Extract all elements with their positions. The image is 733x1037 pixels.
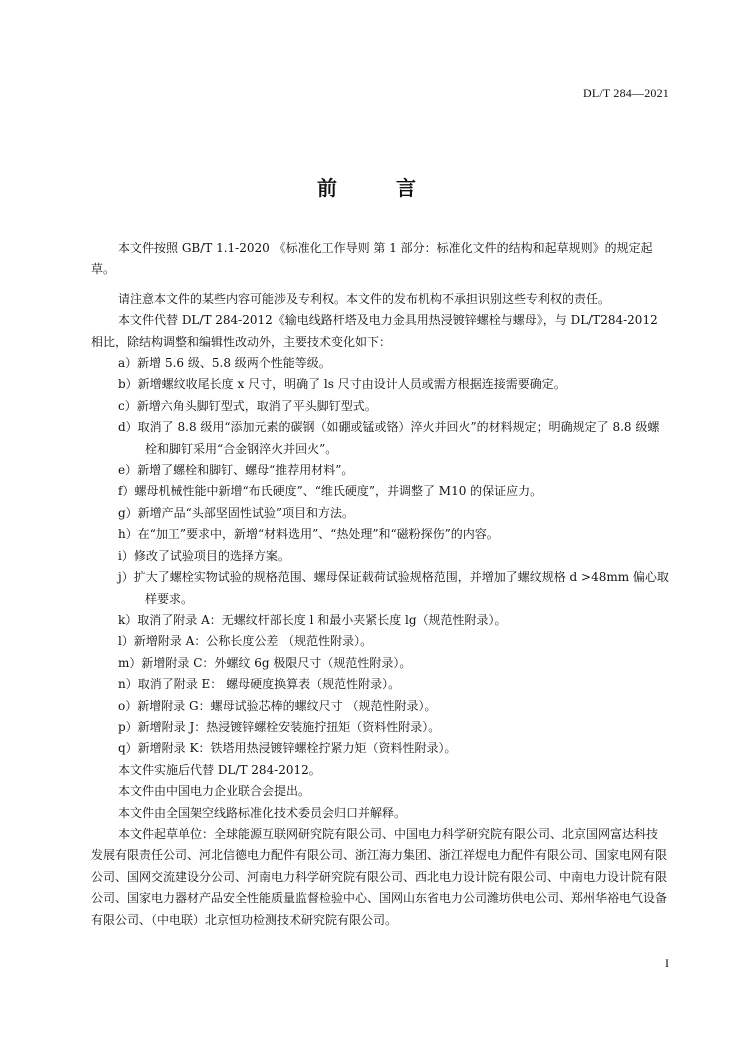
change-item: n）取消了附录 E： 螺母硬度换算表（规范性附录）。 bbox=[118, 677, 401, 692]
change-item: q）新增附录 K：铁塔用热浸镀锌螺栓拧紧力矩（资料性附录）。 bbox=[118, 741, 457, 756]
change-item: m）新增附录 C：外螺纹 6g 极限尺寸（规范性附录）。 bbox=[118, 655, 412, 670]
change-item: o）新增附录 G：螺母试验芯棒的螺纹尺寸 （规范性附录）。 bbox=[118, 698, 437, 713]
change-item: f）螺母机械性能中新增“布氏硬度”、“维氏硬度”，并调整了 M10 的保证应力。 bbox=[118, 484, 543, 499]
change-item: b）新增螺纹收尾长度 x 尺寸，明确了 ls 尺寸由设计人员或需方根据连接需要确定。 bbox=[118, 377, 566, 392]
change-item: i）修改了试验项目的选择方案。 bbox=[118, 548, 290, 563]
change-item: j）扩大了螺栓实物试验的规格范围、螺母保证载荷试验规格范围，并增加了螺纹规格 d >48mm 偏心取样要求。 bbox=[118, 570, 669, 606]
intro-paragraph: 本文件代替 DL/T 284-2012《输电线路杆塔及电力金具用热浸镀锌螺栓与螺母》，与 DL/T284-2012 相比，除结构调整和编辑性改动外，主要技术变化如下： bbox=[91, 313, 658, 349]
closing-paragraph: 本文件由中国电力企业联合会提出。 bbox=[118, 784, 311, 799]
change-item: p）新增附录 J：热浸镀锌螺栓安装施拧扭矩（资料性附录）。 bbox=[118, 719, 441, 734]
closing-paragraph: 本文件由全国架空线路标准化技术委员会归口并解释。 bbox=[118, 805, 407, 820]
change-item: d）取消了 8.8 级用“添加元素的碳钢（如硼或锰或铬）淬火并回火”的材料规定；明确规定了 8.8 级螺栓和脚钉采用“合金钢淬火并回火”。 bbox=[118, 420, 660, 456]
intro-paragraph: 请注意本文件的某些内容可能涉及专利权。本文件的发布机构不承担识别这些专利权的责任。 bbox=[118, 291, 611, 306]
change-item: e）新增了螺栓和脚钉、螺母“推荐用材料”。 bbox=[118, 463, 354, 478]
page-number: I bbox=[665, 956, 669, 970]
change-item: k）取消了附录 A：无螺纹杆部长度 l 和最小夹紧长度 lg（规范性附录）。 bbox=[118, 612, 507, 627]
foreword-body bbox=[91, 238, 669, 931]
change-item: a）新增 5.6 级、5.8 级两个性能等级。 bbox=[118, 356, 331, 371]
intro-paragraph: 本文件按照 GB/T 1.1-2020 《标准化工作导则 第 1 部分：标准化文件的结构和起草规则》的规定起草。 bbox=[91, 241, 653, 277]
change-item: h）在“加工”要求中，新增“材料选用”、“热处理”和“磁粉探伤”的内容。 bbox=[118, 527, 499, 542]
change-item: l）新增附录 A：公称长度公差 （规范性附录）。 bbox=[118, 634, 373, 649]
page-title: 前 言 bbox=[317, 176, 442, 200]
document-code: DL/T 284—2021 bbox=[582, 86, 669, 100]
closing-paragraph: 本文件实施后代替 DL/T 284-2012。 bbox=[118, 762, 321, 777]
drafting-units-paragraph: 本文件起草单位：全球能源互联网研究院有限公司、中国电力科学研究院有限公司、北京国网富达科技发展有限责任公司、河北信德电力配件有限公司、浙江海力集团、浙江祥煜电力配件有限公司、国家电网有限公司、国网交流建设分公司、河南电力科学研究院有限公司、西北电力设计院有限公司、中南电力设计院有限公司、国家电力器材产品安全性能质量监督检验中心、国网山东省电力公司潍坊供电公司、郑州华裕电气设备有限公司、（中电联）北京恒功检测技术研究院有限公司。 bbox=[91, 826, 668, 927]
change-item: c）新增六角头脚钉型式，取消了平头脚钉型式。 bbox=[118, 398, 377, 413]
change-item: g）新增产品“头部坚固性试验”项目和方法。 bbox=[118, 505, 354, 520]
